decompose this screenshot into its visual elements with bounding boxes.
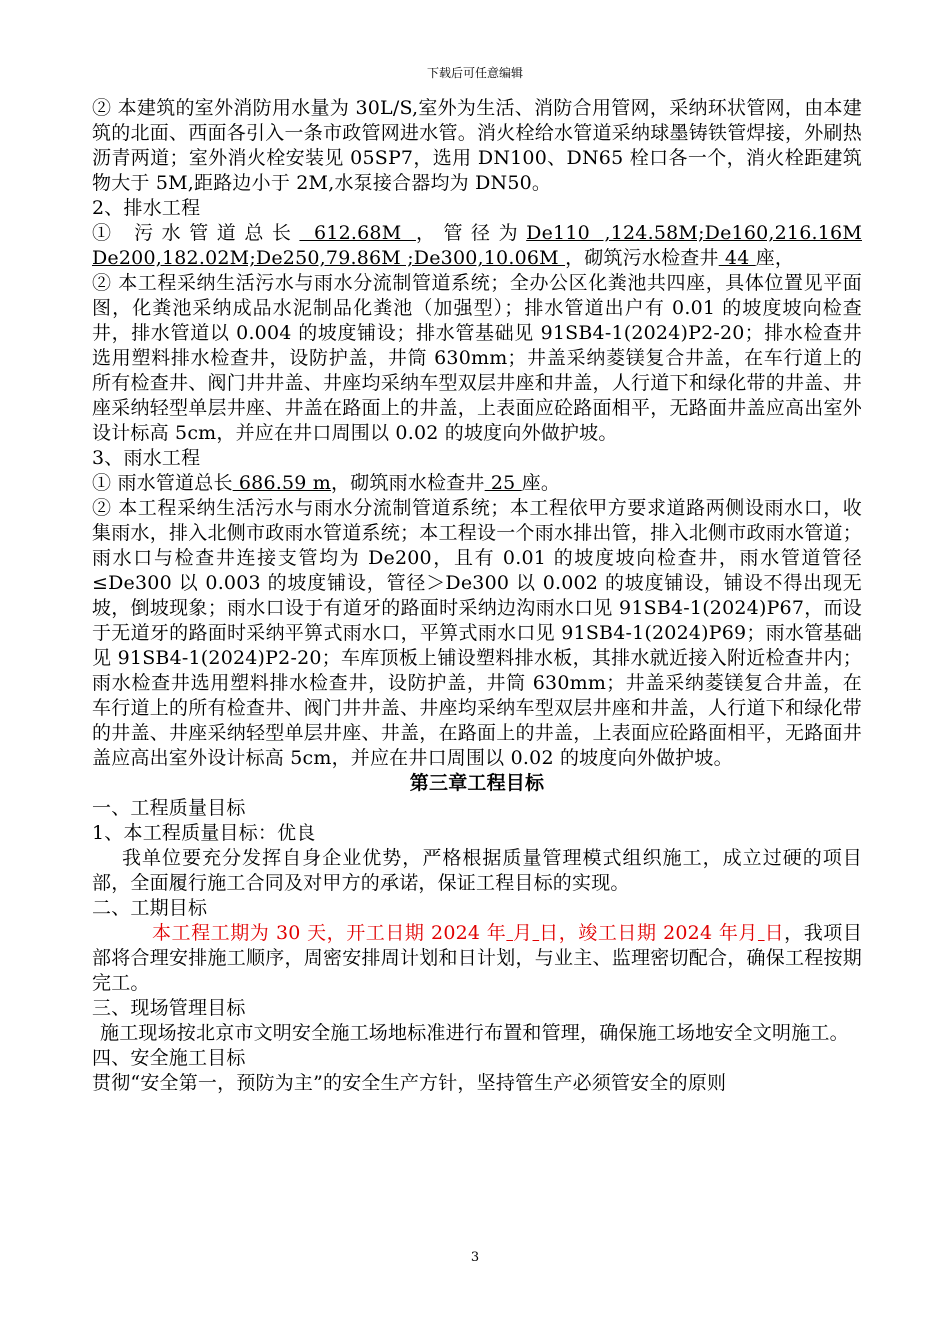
document-body bbox=[92, 96, 862, 1096]
quality-target-line: 1、本工程质量目标：优良 bbox=[92, 822, 316, 844]
page-header: 下载后可任意编辑 bbox=[426, 66, 523, 80]
section-heading-drainage: 2、排水工程 bbox=[92, 197, 201, 219]
rain-well-unit: 座。 bbox=[521, 472, 561, 494]
schedule-text-end: 日，竣工日期 2024 年月 bbox=[539, 922, 758, 944]
section-heading-site: 三、现场管理目标 bbox=[92, 997, 246, 1019]
paragraph-site: 施工现场按北京市文明安全施工场地标准进行布置和管理，确保施工场地安全文明施工。 bbox=[100, 1022, 849, 1044]
paragraph-rain-system: ② 本工程采纳生活污水与雨水分流制管道系统；本工程依甲方要求道路两侧设雨水口，收集雨水，排入北侧市政雨水管道系统；本工程设一个雨水排出管，排入北侧市政雨水管道；雨水口与检查井连接支管均为 De200，且有 0.01 的坡度坡向检查井，雨水管道管径≤De300 以 0.003 的坡度铺设，管径＞De300 以 0.002 的坡度铺设，铺设不得出现无坡，倒坡现象；雨水口设于有道牙的路面时采纳边沟雨水口见 91SB4-1(2024)P67，而设于无道牙的路面时采纳平箅式雨水口，平箅式雨水口见 91SB4-1(2024)P69；雨水管基础见 91SB4-1(2024)P2-20；车库顶板上铺设塑料排水板，其排水就近接入附近检查井内；雨水检查井选用塑料排水检查井，设防护盖，井筒 630mm；井盖采纳菱镁复合井盖，在车行道上的所有检查井、阀门井井盖、井座均采纳车型双层井座和井盖，人行道下和绿化带的井盖、井座采纳轻型单层井座、井盖，在路面上的井盖，上表面应砼路面相平，无路面井盖应高出室外设计标高 5cm，并应在井口周围以 0.02 的坡度向外做护坡。 bbox=[92, 497, 862, 769]
sewage-well-unit: 座， bbox=[755, 247, 795, 269]
paragraph-schedule bbox=[92, 921, 862, 996]
schedule-month-label: 月 bbox=[512, 922, 533, 944]
rain-length-label: ① 雨水管道总长 bbox=[92, 472, 233, 494]
section-heading-schedule: 二、工期目标 bbox=[92, 897, 208, 919]
paragraph-rain-pipes bbox=[92, 471, 862, 496]
schedule-text-rest: ，我项目部将合理安排施工顺序，周密安排周计划和日计划，与业主、监理密切配合，确保工程按期完工。 bbox=[92, 922, 863, 994]
section-heading-rainwater: 3、雨水工程 bbox=[92, 447, 201, 469]
rain-well-count: 25 bbox=[484, 472, 522, 494]
rain-well-label: ，砌筑雨水检查井 bbox=[331, 472, 485, 494]
chapter-title: 第三章工程目标 bbox=[409, 772, 545, 794]
rain-length-value: 686.59 m bbox=[232, 472, 332, 494]
sewage-well-label: ，砌筑污水检查井 bbox=[565, 247, 719, 269]
section-heading-quality: 一、工程质量目标 bbox=[92, 797, 246, 819]
sewage-diameter-values: De110 ,124.58M;De160,216.16M De200,182.02M;De250,79.86M ;De300,10.06M bbox=[92, 222, 862, 269]
schedule-start-month-blank bbox=[506, 922, 513, 944]
schedule-end-day-blank bbox=[758, 922, 765, 944]
paragraph-safety: 贯彻“安全第一，预防为主”的安全生产方针，坚持管生产必须管安全的原则 bbox=[92, 1072, 727, 1094]
schedule-day-label: 日 bbox=[764, 922, 785, 944]
sewage-well-count: 44 bbox=[718, 247, 756, 269]
sewage-diameter-label: ，管径为 bbox=[415, 222, 527, 244]
paragraph-fire-water: ② 本建筑的室外消防用水量为 30L/S,室外为生活、消防合用管网，采纳环状管网，由本建筑的北面、西面各引入一条市政管网进水管。消火栓给水管道采纳球墨铸铁管焊接，外刷热沥青两道；室外消火栓安装见 05SP7，选用 DN100、DN65 栓口各一个，消火栓距建筑物大于 5M,距路边小于 2M,水泵接合器均为 DN50。 bbox=[92, 97, 862, 194]
page-number: 3 bbox=[470, 1250, 480, 1265]
paragraph-quality: 我单位要充分发挥自身企业优势，严格根据质量管理模式组织施工，成立过硬的项目部，全面履行施工合同及对甲方的承诺，保证工程目标的实现。 bbox=[92, 847, 862, 894]
paragraph-sewage-pipes bbox=[92, 221, 862, 271]
sewage-length-label: ① 污水管道总长 bbox=[92, 222, 300, 244]
sewage-length-value: 612.68M bbox=[299, 222, 416, 244]
paragraph-sewage-system: ② 本工程采纳生活污水与雨水分流制管道系统；全办公区化粪池共四座，具体位置见平面图，化粪池采纳成品水泥制品化粪池（加强型）；排水管道出户有 0.01 的坡度坡向检查井，排水管道以 0.004 的坡度铺设；排水管基础见 91SB4-1(2024)P2-20；排水检查井选用塑料排水检查井，设防护盖，井筒 630mm；井盖采纳菱镁复合井盖，在车行道上的所有检查井、阀门井井盖、井座均采纳车型双层井座和井盖，人行道下和绿化带的井盖、井座采纳轻型单层井座、井盖在路面上的井盖，上表面应砼路面相平，无路面井盖应高出室外设计标高 5cm，并应在井口周围以 0.02 的坡度向外做护坡。 bbox=[92, 272, 862, 444]
schedule-text-start: 本工程工期为 30 天，开工日期 2024 年 bbox=[152, 922, 507, 944]
section-heading-safety: 四、安全施工目标 bbox=[92, 1047, 246, 1069]
